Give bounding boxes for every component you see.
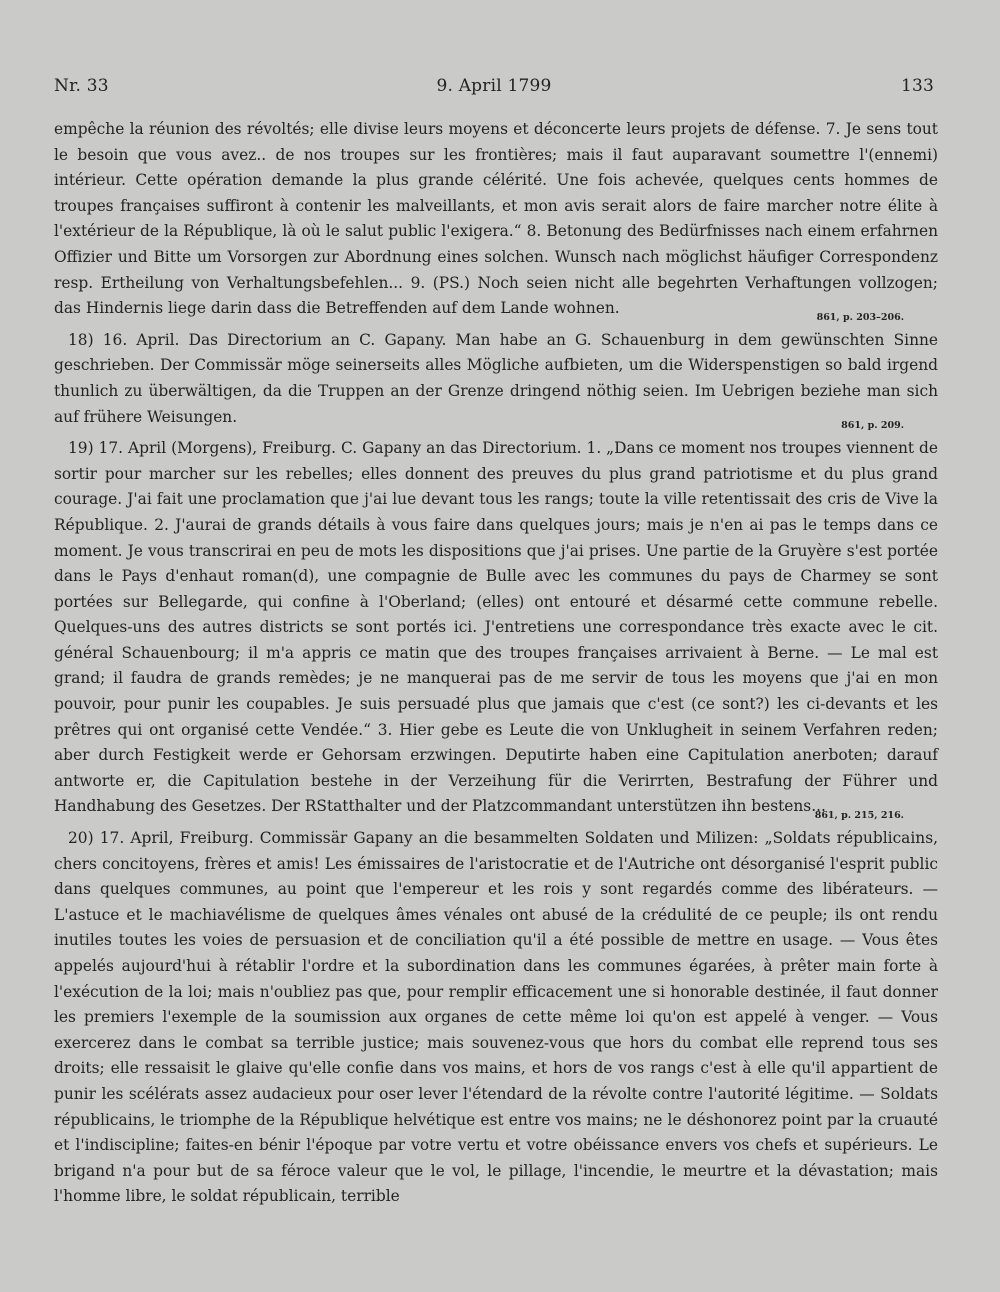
entry-20 <box>54 826 938 1210</box>
page-number: 133 <box>900 76 934 96</box>
document-number: Nr. 33 <box>54 76 109 96</box>
intro-paragraph <box>54 117 938 323</box>
entry-19 <box>54 436 938 821</box>
paragraph-text: 20) 17. April, Freiburg. Commissär Gapany an die besammelten Soldaten und Milizen: „Soldats républicains, chers concitoyens, frères et amis! Les émissaires de l'aristocratie et de l'Autriche ont désorganisé l'esprit public dans quelques communes, au point que l'empereur et les rois y sont regardés comme des libérateurs. — L'astuce et le machiavélisme de quelques âmes vénales ont abusé de la crédulité de ce peuple; ils ont rendu inutiles toutes les voies de persuasion et de conciliation qu'il a été possible de mettre en usage. — Vous êtes appelés aujourd'hui à rétablir l'ordre et la subordination dans les communes égarées, à prêter main forte à l'exécution de la loi; mais n'oubliez pas que, pour remplir efficacement une si honorable destinée, il faut donner les premiers l'exemple de la soumission aux organes de cette même loi qu'on est appelé à venger. — Vous exercerez dans le combat sa terrible justice; mais souvenez-vous que hors du combat elle reprend tous ses droits; elle ressaisit le glaive qu'elle confie dans vos mains, et hors de vos rangs c'est à elle qu'il appartient de punir les scélérats assez audacieux pour oser lever l'étendard de la révolte contre l'autorité légitime. — Soldats républicains, le triomphe de la République helvétique est entre vos mains; ne le déshonorez point par la cruauté et l'indiscipline; faites-en bénir l'époque par votre vertu et votre obéissance envers vos chefs et supérieurs. Le brigand n'a pour but de sa féroce valeur que le vol, le pillage, l'incendie, le meurtre et la dévastation; mais l'homme libre, le soldat républicain, terrible <box>54 829 938 1206</box>
document-body <box>54 117 938 1210</box>
source-reference: 861, p. 215, 216. <box>814 810 904 822</box>
paragraph-text: 18) 16. April. Das Directorium an C. Gapany. Man habe an G. Schauenburg in dem gewünschten Sinne geschrieben. Der Commissär möge seinerseits alles Mögliche aufbieten, um die Widerspenstigen so bald irgend thunlich zu überwältigen, da die Truppen an der Grenze dringend nöthig seien. Im Uebrigen beziehe man sich auf frühere Weisungen. <box>54 330 938 426</box>
paragraph-text: empêche la réunion des révoltés; elle divise leurs moyens et déconcerte leurs projets de défense. 7. Je sens tout le besoin que vous avez.. de nos troupes sur les frontières; mais il faut auparavant soumettre l'(ennemi) intérieur. Cette opération demande la plus grande célérité. Une fois achevée, quelques cents hommes de troupes françaises suffiront à contenir les malveillants, et mon avis serait alors de faire marcher notre élite à l'extérieur de la République, là où le salut public l'exigera.“ 8. Betonung des Bedürfnisses nach einem erfahrnen Offizier und Bitte um Vorsorgen zur Abordnung eines solchen. Wunsch nach möglichst häufiger Correspondenz resp. Ertheilung von Verhaltungsbefehlen... 9. (PS.) Noch seien nicht alle begehrten Verhaftungen vollzogen; das Hindernis liege darin dass die Betreffenden auf dem Lande wohnen. <box>54 120 938 318</box>
page-header <box>54 76 934 100</box>
source-reference: 861, p. 203–206. <box>816 311 904 323</box>
paragraph-text: 19) 17. April (Morgens), Freiburg. C. Gapany an das Directorium. 1. „Dans ce moment nos troupes viennent de sortir pour marcher sur les rebelles; elles donnent des preuves du plus grand patriotisme et du plus grand courage. J'ai fait une proclamation que j'ai lue devant tous les rangs; toute la ville retentissait des cris de Vive la République. 2. J'aurai de grands détails à vous faire dans quelques jours; mais je n'en ai pas le temps dans ce moment. Je vous transcrirai en peu de mots les dispositions que j'ai prises. Une partie de la Gruyère s'est portée dans le Pays d'enhaut roman(d), une compagnie de Bulle avec les communes du pays de Charmey se sont portées sur Bellegarde, qui confine à l'Oberland; (elles) ont entouré et désarmé cette commune rebelle. Quelques-uns des autres districts se sont portés ici. J'entretiens une correspondance très exacte avec le cit. général Schauenbourg; il m'a appris ce matin que des troupes françaises arrivaient à Berne. — Le mal est grand; il faudra de grands remèdes; je ne manquerai pas de me servir de tous les moyens que j'ai en mon pouvoir, pour punir les coupables. Je suis persuadé plus que jamais que c'est (ce sont?) les ci-devants et les prêtres qui ont organisé cette Vendée.“ 3. Hier gebe es Leute die von Unklugheit in seinem Verfahren reden; aber durch Festigkeit werde er Gehorsam erzwingen. Deputirte haben eine Capitulation anerboten; darauf antworte er, die Capitulation bestehe in der Verzeihung für die Verirrten, Bestrafung der Führer und Handhabung des Gesetzes. Der RStatthalter und der Platzcommandant unterstützen ihn bestens... <box>54 439 938 816</box>
source-reference: 861, p. 209. <box>841 420 904 432</box>
entry-18 <box>54 328 938 431</box>
document-date: 9. April 1799 <box>436 76 552 96</box>
